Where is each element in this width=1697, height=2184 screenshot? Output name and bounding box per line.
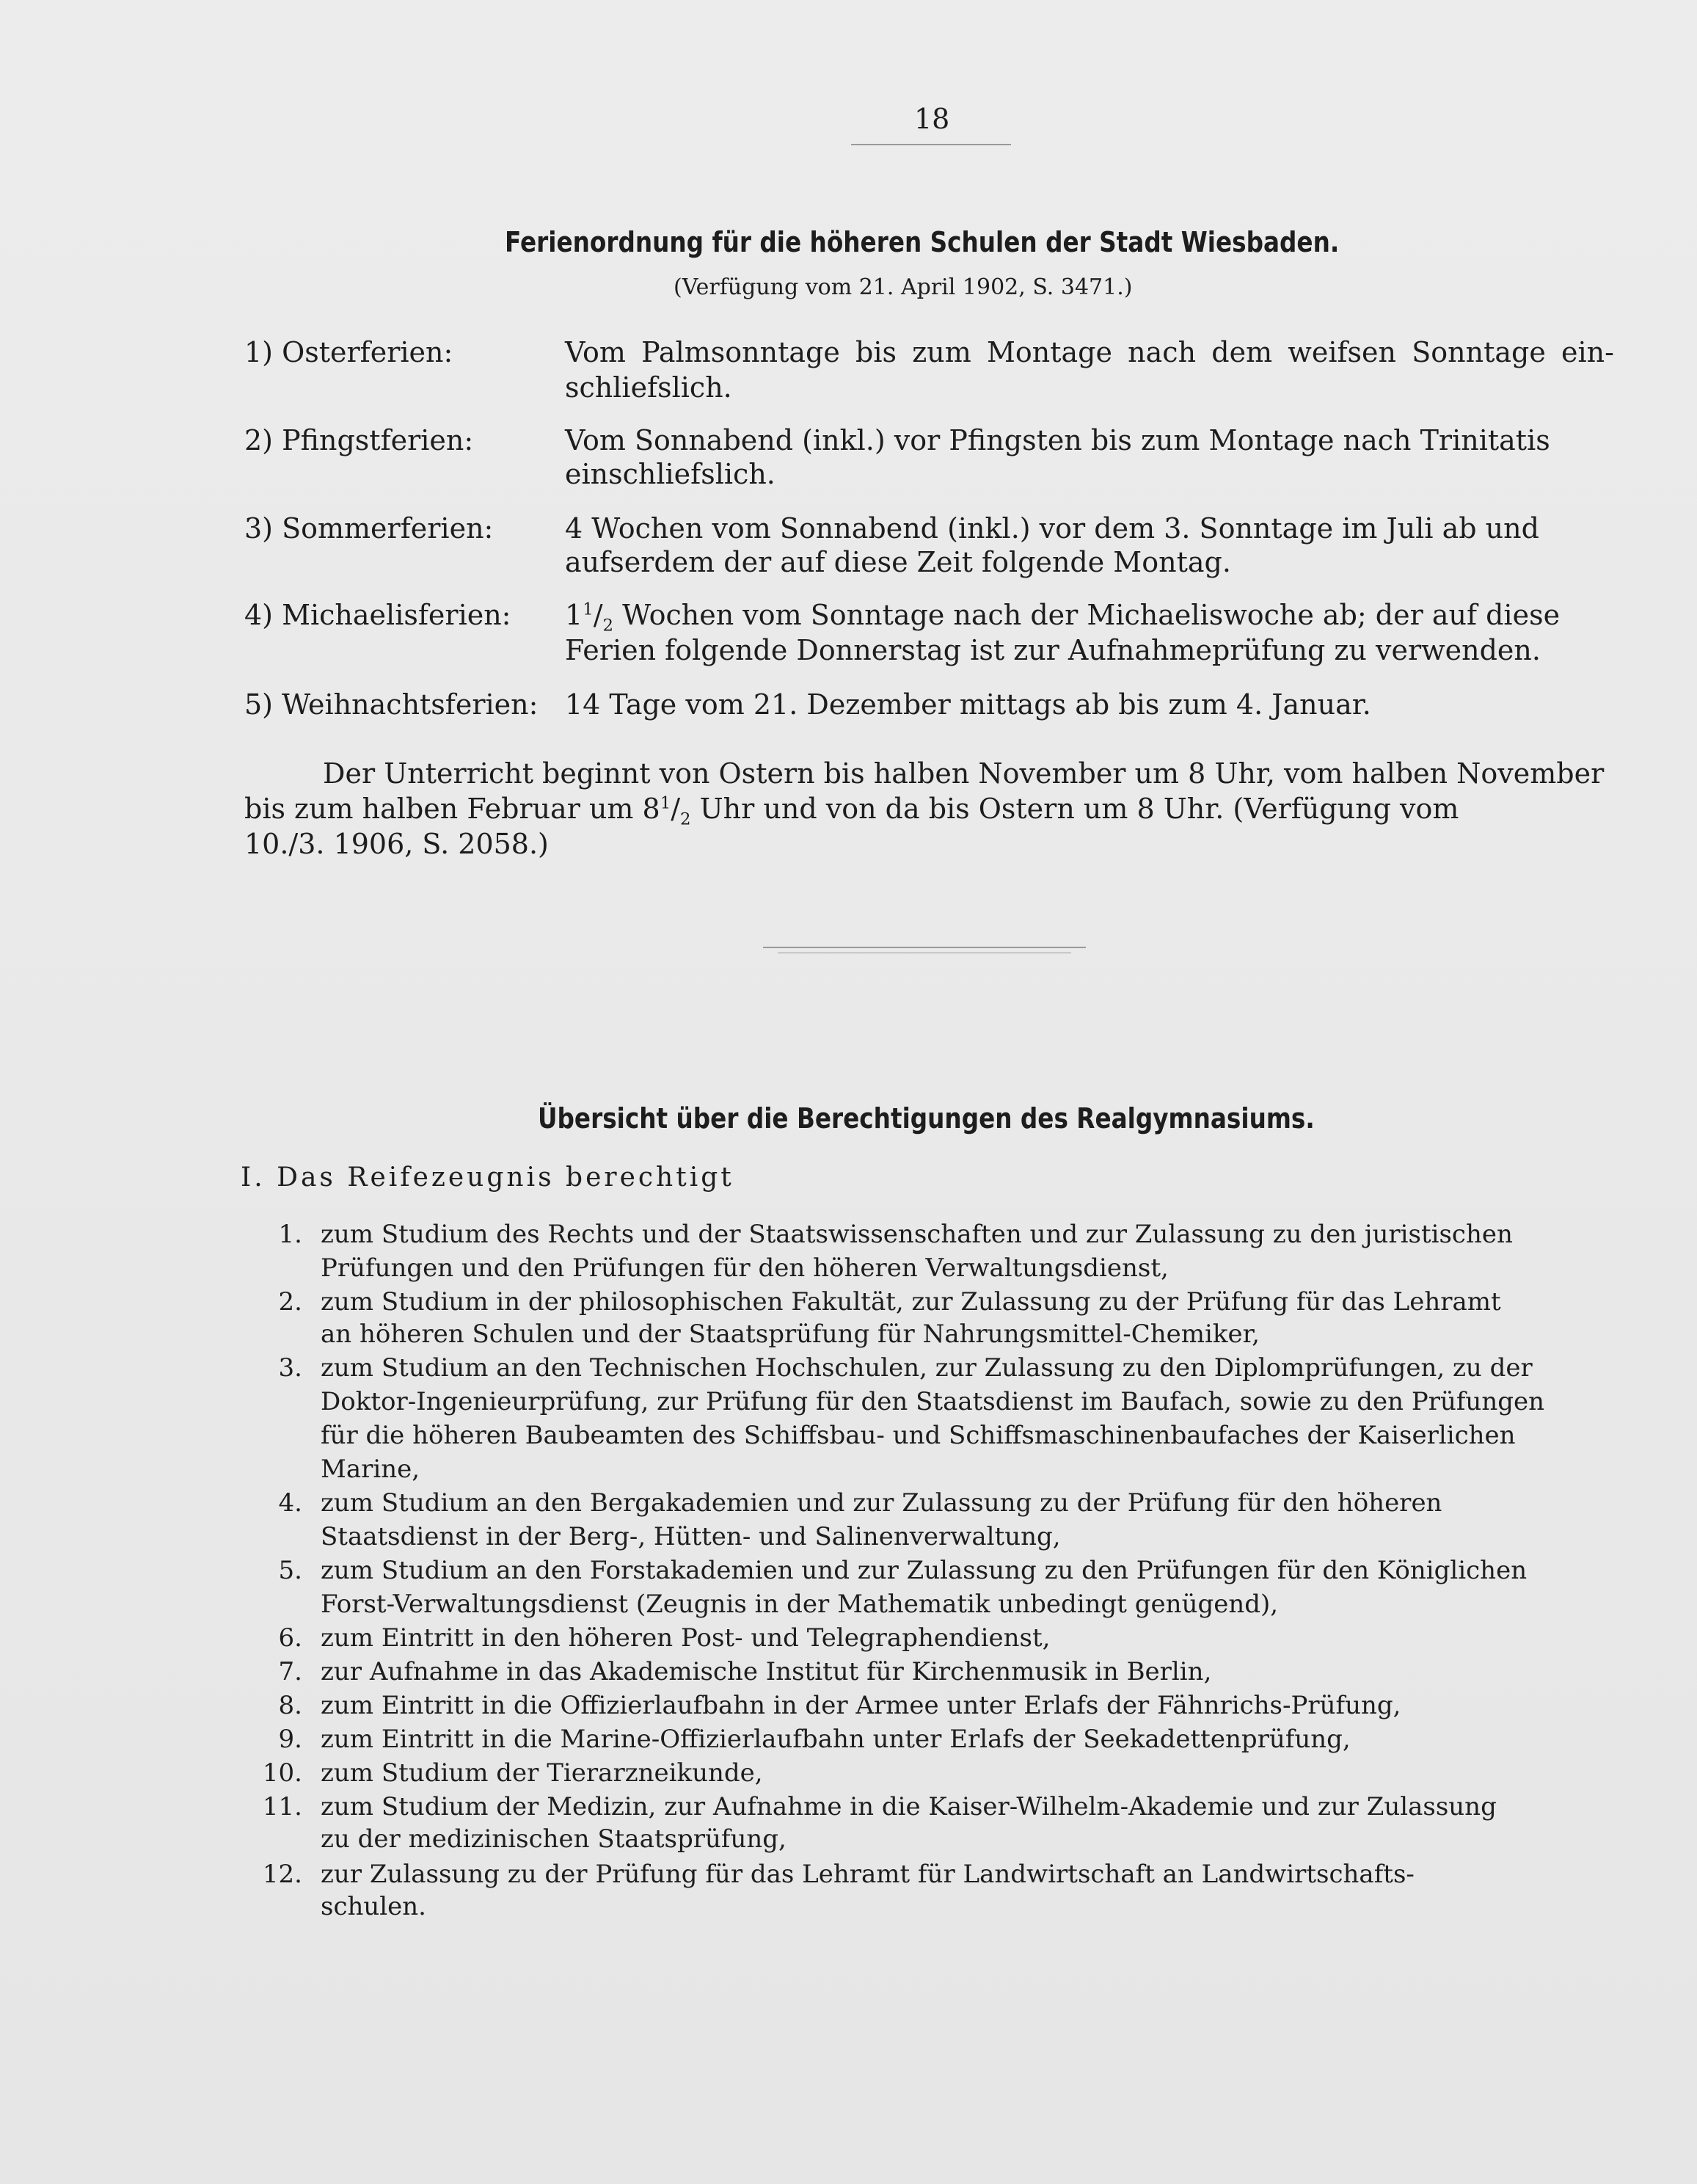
list-number: 5. (278, 1556, 302, 1585)
section-intro: I. Das Reifezeugnis berechtigt (241, 1162, 734, 1193)
list-item-line: Prüfungen und den Prüfungen für den höheren Verwaltungsdienst, (321, 1253, 1169, 1283)
section-title-ferienordnung: Ferienordnung für die höheren Schulen der Stadt Wiesbaden. (505, 226, 1340, 258)
holiday-desc-line: Ferien folgende Donnerstag ist zur Aufnahmeprüfung zu verwenden. (565, 634, 1541, 666)
paragraph-text: bis zum halben Februar um 8 (244, 793, 660, 825)
holiday-term-weihnachtsferien: 5) Weihnachtsferien: (244, 688, 539, 721)
list-item-line: zum Studium der Medizin, zur Aufnahme in die Kaiser-Wilhelm-Akademie und zur Zulassung (321, 1792, 1497, 1821)
list-number: 2. (278, 1287, 302, 1317)
holiday-term-osterferien: 1) Osterferien: (244, 336, 453, 368)
list-item-line: an höheren Schulen und der Staatsprüfung für Nahrungsmittel-Chemiker, (321, 1320, 1260, 1349)
fraction-whole: 1 (565, 599, 583, 631)
list-item-line: zum Studium an den Bergakademien und zur Zulassung zu der Prüfung für den höheren (321, 1488, 1442, 1518)
holiday-desc-line: 4 Wochen vom Sonnabend (inkl.) vor dem 3. Sonntage im Juli ab und (565, 512, 1539, 545)
holiday-term-sommerferien: 3) Sommerferien: (244, 512, 494, 545)
list-item-line: zum Studium der Tierarzneikunde, (321, 1758, 763, 1788)
section-title-berechtigungen: Übersicht über die Berechtigungen des Realgymnasiums. (538, 1102, 1315, 1135)
list-item-line: Marine, (321, 1455, 420, 1484)
holiday-desc-line: aufserdem der auf diese Zeit folgende Montag. (565, 546, 1231, 578)
list-item-line: Doktor-Ingenieurprüfung, zur Prüfung für den Staatsdienst im Baufach, sowie zu den Prüfungen (321, 1387, 1545, 1416)
list-number: 7. (278, 1657, 302, 1686)
holiday-desc-line: Vom Palmsonntage bis zum Montage nach dem weifsen Sonntage ein- (565, 336, 1614, 368)
page-number-rule (851, 144, 1011, 145)
list-item-line: zum Studium an den Forstakademien und zur Zulassung zu den Prüfungen für den Königlichen (321, 1556, 1528, 1585)
fraction-numerator: 1 (660, 793, 671, 813)
section-subtitle-verfuegung: (Verfügung vom 21. April 1902, S. 3471.) (674, 274, 1133, 300)
paragraph-text: Uhr und von da bis Ostern um 8 Uhr. (Verfügung vom (690, 793, 1459, 825)
list-number: 8. (278, 1691, 302, 1720)
fraction-denominator: 2 (680, 809, 691, 829)
list-number: 6. (278, 1623, 302, 1653)
schedule-paragraph-line: bis zum halben Februar um $8^1/_2$ Uhr und von da bis Ostern um 8 Uhr. (Verfügung vom (244, 793, 1459, 829)
holiday-desc-line: 14 Tage vom 21. Dezember mittags ab bis zum 4. Januar. (565, 688, 1371, 721)
holiday-desc-line: Vom Sonnabend (inkl.) vor Pfingsten bis zum Montage nach Trinitatis (565, 424, 1550, 456)
schedule-paragraph-line: Der Unterricht beginnt von Ostern bis halben November um 8 Uhr, vom halben November (323, 757, 1605, 790)
list-number: 9. (278, 1725, 302, 1754)
list-number: 10. (262, 1758, 302, 1788)
list-number: 3. (278, 1353, 302, 1383)
list-number: 12. (262, 1860, 302, 1889)
holiday-desc-line: $1^1/_2$ Wochen vom Sonntage nach der Michaeliswoche ab; der auf diese (565, 599, 1561, 636)
list-item-line: Forst-Verwaltungsdienst (Zeugnis in der Mathematik unbedingt genügend), (321, 1590, 1279, 1619)
holiday-term-michaelisferien: 4) Michaelisferien: (244, 599, 511, 631)
list-item-line: zum Studium in der philosophischen Fakultät, zur Zulassung zu der Prüfung für das Lehramt (321, 1287, 1501, 1317)
list-item-line: zu der medizinischen Staatsprüfung, (321, 1824, 787, 1854)
list-item-line: zur Zulassung zu der Prüfung für das Lehramt für Landwirtschaft an Landwirtschafts- (321, 1860, 1415, 1889)
list-item-line: zum Eintritt in den höheren Post- und Telegraphendienst, (321, 1623, 1051, 1653)
holiday-desc-text: Wochen vom Sonntage nach der Michaeliswoche ab; der auf diese (613, 599, 1561, 631)
list-item-line: zum Eintritt in die Offizierlaufbahn in der Armee unter Erlafs der Fähnrichs-Prüfung, (321, 1691, 1401, 1720)
list-item-line: zur Aufnahme in das Akademische Institut für Kirchenmusik in Berlin, (321, 1657, 1212, 1686)
fraction-denominator: 2 (602, 616, 614, 636)
holiday-desc-line: schliefslich. (565, 371, 732, 404)
list-number: 11. (262, 1792, 302, 1821)
list-item-line: für die höheren Baubeamten des Schiffsbau- und Schiffsmaschinenbaufaches der Kaiserlichen (321, 1421, 1516, 1450)
holiday-term-pfingstferien: 2) Pfingstferien: (244, 424, 474, 456)
fraction-numerator: 1 (583, 600, 594, 619)
schedule-paragraph-line: 10./3. 1906, S. 2058.) (244, 828, 549, 860)
list-item-line: Staatsdienst in der Berg-, Hütten- und Salinenverwaltung, (321, 1522, 1061, 1551)
list-item-line: zum Eintritt in die Marine-Offizierlaufbahn unter Erlafs der Seekadettenprüfung, (321, 1725, 1351, 1754)
list-item-line: schulen. (321, 1892, 426, 1921)
holiday-desc-line: einschliefslich. (565, 458, 775, 490)
list-item-line: zum Studium des Rechts und der Staatswissenschaften und zur Zulassung zu den juristischen (321, 1220, 1513, 1249)
list-number: 4. (278, 1488, 302, 1518)
list-item-line: zum Studium an den Technischen Hochschulen, zur Zulassung zu den Diplomprüfungen, zu der (321, 1353, 1533, 1383)
list-number: 1. (278, 1220, 302, 1249)
section-separator (763, 947, 1086, 948)
page-number: 18 (914, 103, 950, 135)
